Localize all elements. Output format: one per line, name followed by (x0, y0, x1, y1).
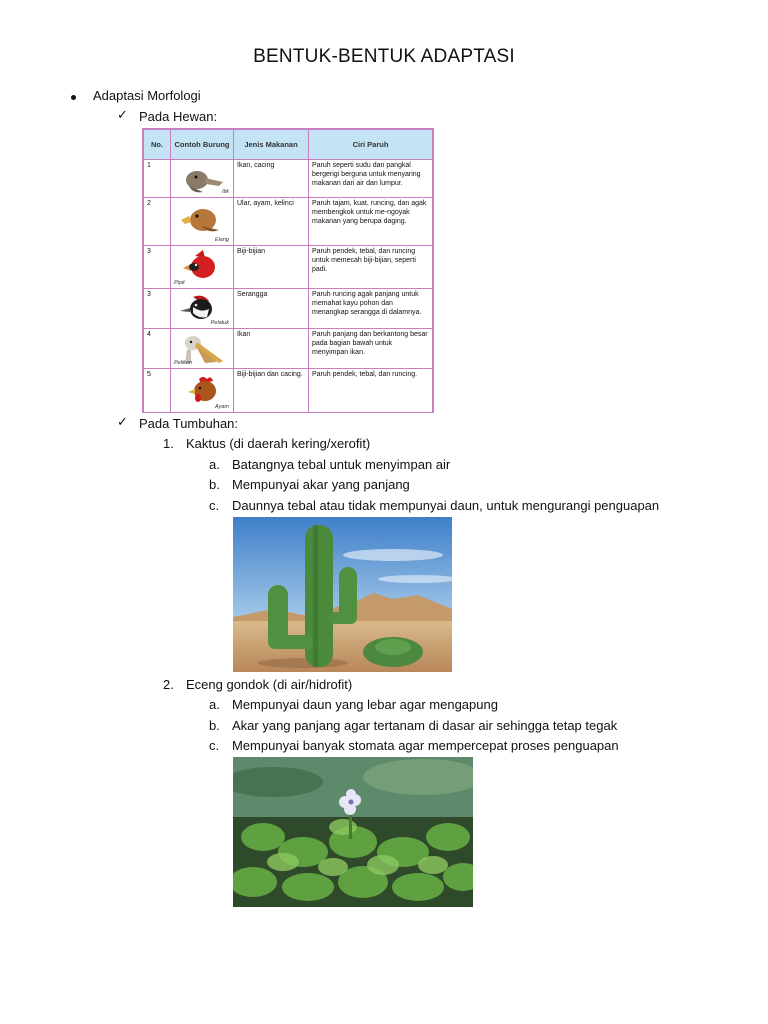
beak-cell: Paruh pendek, tebal, dan runcing. (309, 369, 433, 413)
checkmark-icon: ✓ (117, 414, 128, 429)
item-letter: b. (209, 718, 220, 733)
beak-cell: Paruh tajam, kuat, runcing, dan agak membengkok untuk me-ngoyak makanan yang berupa daging. (309, 198, 433, 246)
item-letter: c. (209, 498, 220, 513)
plant-name: Kaktus (di daerah kering/xerofit) (186, 436, 371, 451)
page-title: BENTUK-BENTUK ADAPTASI (253, 46, 515, 67)
table-row (144, 198, 433, 246)
beak-cell: Paruh pendek, tebal, dan runcing untuk memecah biji-bijian, seperti padi. (309, 246, 433, 289)
plant-number: 2. (163, 677, 174, 692)
food-cell: Biji-bijian (234, 246, 309, 289)
table-header: Contoh Burung (171, 130, 234, 160)
food-cell: Ikan (234, 329, 309, 369)
checkmark-icon: ✓ (117, 107, 128, 122)
bird-caption: Elang (214, 237, 229, 244)
hewan-heading: Pada Hewan: (139, 109, 218, 124)
row-number: 3 (144, 289, 171, 329)
row-number: 4 (144, 329, 171, 369)
bird-cell (171, 198, 234, 246)
bird-cell (171, 160, 234, 198)
eagle-head-icon (179, 204, 225, 236)
beak-cell: Paruh panjang dan berkantong besar pada bagian bawah untuk menyimpan ikan. (309, 329, 433, 369)
tumbuhan-heading: Pada Tumbuhan: (139, 416, 239, 431)
section-heading: Adaptasi Morfologi (93, 88, 201, 103)
cardinal-head-icon (179, 250, 225, 282)
table-header: No. (144, 130, 171, 160)
beak-cell: Paruh runcing agak panjang untuk memahat kayu pohon dan menangkap serangga di dalamnya. (309, 289, 433, 329)
plant-trait: Daunnya tebal atau tidak mempunyai daun, untuk mengurangi penguapan (232, 498, 660, 513)
table-header: Ciri Paruh (309, 130, 433, 160)
plant-trait: Akar yang panjang agar tertanam di dasar air sehingga tetap tegak (232, 718, 618, 733)
bird-cell (171, 329, 234, 369)
bird-caption: Pelikan (174, 360, 193, 367)
row-number: 2 (144, 198, 171, 246)
bullet-icon (71, 95, 76, 100)
food-cell: Ikan, cacing (234, 160, 309, 198)
food-cell: Biji-bijian dan cacing. (234, 369, 309, 413)
bird-caption: Ayam (214, 404, 229, 411)
item-letter: c. (209, 738, 220, 753)
plant-trait: Batangnya tebal untuk menyimpan air (232, 457, 451, 472)
plant-name: Eceng gondok (di air/hidrofit) (186, 677, 353, 692)
food-cell: Ular, ayam, kelinci (234, 198, 309, 246)
plant-trait: Mempunyai akar yang panjang (232, 477, 410, 492)
item-letter: b. (209, 477, 220, 492)
bird-cell (171, 289, 234, 329)
duck-head-icon (179, 164, 225, 196)
plant-number: 1. (163, 436, 174, 451)
table-row (144, 289, 433, 329)
rooster-head-icon (179, 375, 225, 407)
bird-cell (171, 369, 234, 413)
plant-trait: Mempunyai daun yang lebar agar mengapung (232, 697, 498, 712)
table-row (144, 246, 433, 289)
row-number: 3 (144, 246, 171, 289)
bird-caption: Pelatuk (210, 320, 229, 327)
beak-cell: Paruh seperti sudu dan pangkal bergerigi berguna untuk menyaring makanan dari air dan lumpur. (309, 160, 433, 198)
bird-caption: Itik (221, 189, 229, 196)
item-letter: a. (209, 697, 220, 712)
table-row (144, 369, 433, 413)
beak-table (142, 128, 434, 413)
water-hyacinth-photo (233, 757, 473, 907)
plant-trait: Mempunyai banyak stomata agar mempercepat proses penguapan (232, 738, 619, 753)
table-row (144, 329, 433, 369)
row-number: 1 (144, 160, 171, 198)
bird-cell (171, 246, 234, 289)
cactus-photo (233, 517, 452, 672)
table-header: Jenis Makanan (234, 130, 309, 160)
bird-caption: Pipit (174, 280, 185, 287)
food-cell: Serangga (234, 289, 309, 329)
item-letter: a. (209, 457, 220, 472)
table-row (144, 160, 433, 198)
row-number: 5 (144, 369, 171, 413)
